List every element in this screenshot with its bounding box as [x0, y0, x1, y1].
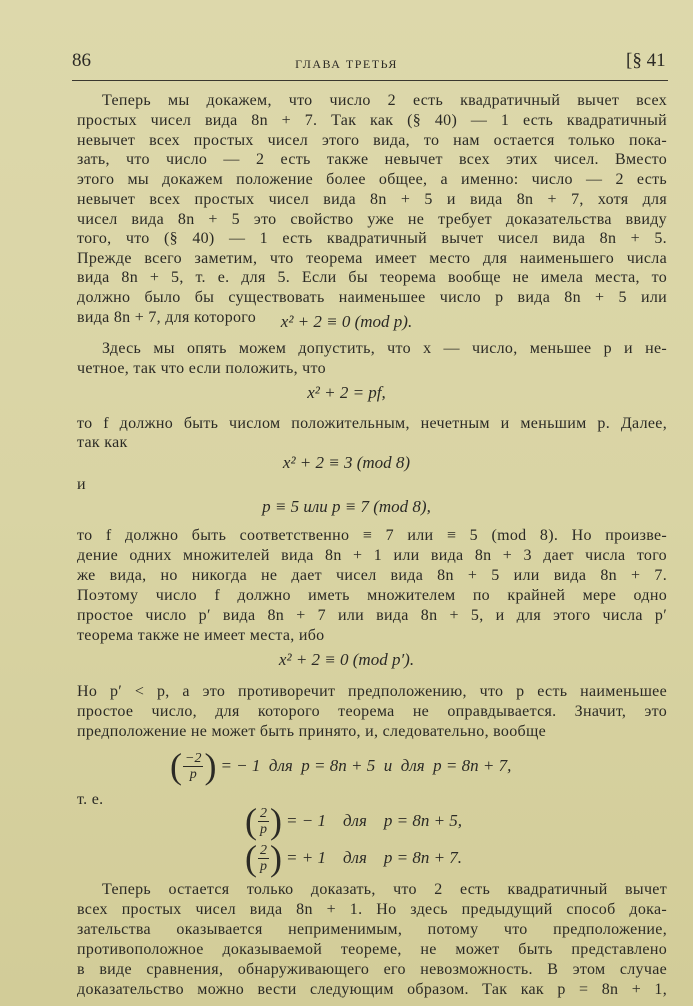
text-line: вида 8n + 7, для которого: [77, 309, 257, 326]
text-line: противоположное доказываемой теореме, не может быть представлено: [77, 941, 667, 958]
equation-rest: = − 1 для p = 8n + 5,: [286, 811, 463, 830]
legendre-numerator: 2: [260, 805, 267, 821]
text-line: зать, что число — 2 есть также невычет всех этих чисел. Вместо: [77, 151, 667, 168]
equation-legendre: ( $\frac{2}{p}$ ) = + 1 для p = 8n + 7.: [245, 838, 463, 878]
legendre-numerator: 2: [260, 842, 267, 858]
equation-legendre: ( $\frac{-2}{p}$ ) = − 1 для p = 8n + 5 и для p = 8n + 7,: [170, 746, 512, 786]
text-line: простое число, для которого теорема не оправдывается. Значит, это: [77, 703, 667, 720]
text-line: теорема также не имеет места, ибо: [77, 627, 325, 644]
text-line: в виде сравнения, обнаруживающего его невозможность. В этом случае: [77, 961, 667, 978]
equation: p ≡ 5 или p ≡ 7 (mod 8),: [262, 497, 431, 516]
running-title: ГЛАВА ТРЕТЬЯ: [295, 57, 398, 71]
text-line: невычет всех простых чисел этого вида, то нам остается только пока-: [77, 132, 667, 149]
text-line: простых чисел вида 8n + 7. Так как (§ 40) — 1 есть квадратичный: [77, 112, 667, 129]
text-line: вида 8n + 5, т. е. для 5. Если бы теорема вообще не имела места, то: [77, 269, 667, 286]
legendre-denominator: p: [260, 858, 267, 874]
text-line: того, что (§ 40) — 1 есть квадратичный вычет чисел вида 8n + 5.: [77, 230, 667, 247]
text-line: предположение не может быть принято, и, следовательно, вообще: [77, 723, 546, 740]
text-line: и: [77, 476, 86, 493]
equation: x² + 2 ≡ 0 (mod p).: [280, 312, 413, 331]
section-number: [§ 41: [626, 50, 666, 71]
text-line: доказательство можно вести следующим образом. Так как p = 8n + 1,: [77, 981, 667, 998]
equation-legendre: ( $\frac{2}{p}$ ) = − 1 для p = 8n + 5,: [245, 801, 463, 841]
text-line: всех простых чисел вида 8n + 1. Но здесь предыдущий способ дока-: [77, 901, 667, 918]
legendre-denominator: p: [260, 821, 267, 837]
text-line: должно было бы существовать наименьшее число p вида 8n + 5 или: [77, 289, 667, 306]
text-line: Поэтому число f должно иметь множителем по крайней мере одно: [77, 587, 667, 604]
text-line: чисел вида 8n + 5 это свойство уже не требует доказательства ввиду: [77, 211, 667, 228]
equation: x² + 2 = pf,: [307, 383, 386, 402]
text-line: этого мы докажем положение более общее, а именно: число — 2 есть: [77, 171, 667, 188]
text-line: то f должно быть соответственно ≡ 7 или ≡ 5 (mod 8). Но произве-: [77, 527, 667, 544]
text-line: т. е.: [77, 791, 104, 808]
text-line: так как: [77, 434, 128, 451]
text-line: четное, так что если положить, что: [77, 360, 326, 377]
text-line: зательства оказывается неприменимым, потому что предположение,: [77, 921, 667, 938]
legendre-denominator: p: [189, 766, 197, 782]
page-number: 86: [72, 50, 91, 71]
text-line: невычет всех простых чисел вида 8n + 5 и вида 8n + 7, хотя для: [77, 191, 667, 208]
text-line: Здесь мы опять можем допустить, что x — число, меньшее p и не-: [102, 340, 667, 357]
text-line: то f должно быть числом положительным, нечетным и меньшим p. Далее,: [77, 415, 667, 432]
text-line: Теперь мы докажем, что число 2 есть квадратичный вычет всех: [102, 92, 667, 109]
text-line: дение одних множителей вида 8n + 1 или вида 8n + 3 дает числа того: [77, 547, 667, 564]
text-line: простое число p′ вида 8n + 7 или вида 8n + 5, и для этого числа p′: [77, 607, 667, 624]
text-line: же вида, но никогда не дает чисел вида 8n + 5 или вида 8n + 7.: [77, 567, 667, 584]
equation: x² + 2 ≡ 0 (mod p′).: [278, 650, 415, 669]
equation-rest: = + 1 для p = 8n + 7.: [286, 848, 463, 867]
text-line: Но p′ < p, а это противоречит предположению, что p есть наименьшее: [77, 683, 667, 700]
header-rule: [72, 80, 668, 81]
text-line: Прежде всего заметим, что теорема имеет место для наименьшего числа: [77, 250, 667, 267]
equation-rest: = − 1 для p = 8n + 5 и для p = 8n + 7,: [220, 756, 512, 775]
equation: x² + 2 ≡ 3 (mod 8): [282, 453, 411, 472]
legendre-numerator: −2: [185, 750, 202, 766]
text-line: Теперь остается только доказать, что 2 есть квадратичный вычет: [102, 881, 667, 898]
